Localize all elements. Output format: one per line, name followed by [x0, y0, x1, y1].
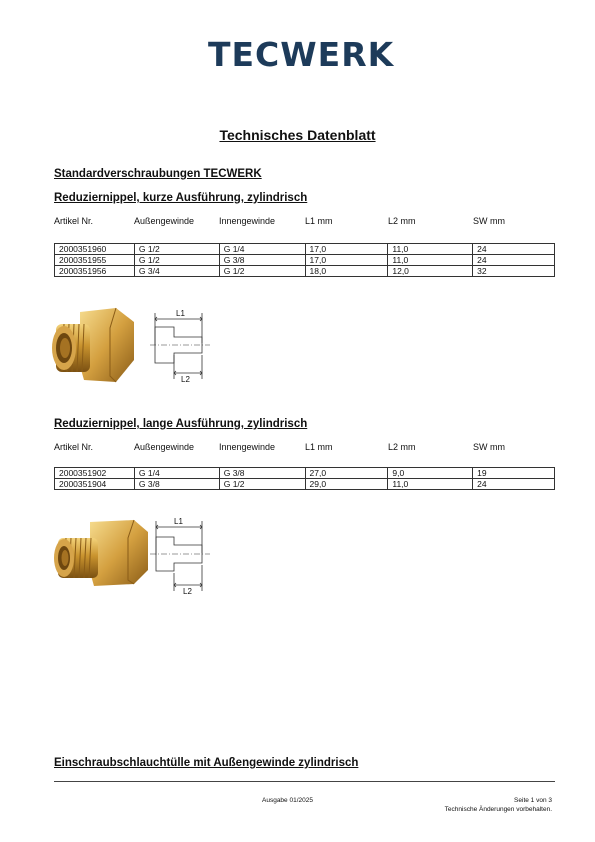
- cell-aussengewinde: G 3/4: [134, 266, 219, 277]
- cell-l2: 12,0: [388, 266, 473, 277]
- section-2-heading: Reduziernippel, lange Ausführung, zylindrisch: [54, 418, 308, 430]
- cell-innengewinde: G 1/2: [219, 479, 305, 490]
- cell-innengewinde: G 3/8: [219, 468, 305, 479]
- label-l2: L2: [183, 587, 192, 595]
- footer-divider: [54, 781, 555, 782]
- col-aussengewinde: Außengewinde: [134, 216, 195, 226]
- section-2-table: [54, 467, 555, 490]
- product-photo-long-nipple: [50, 518, 150, 590]
- cell-l2: 11,0: [388, 244, 473, 255]
- product-photo-short-nipple: [50, 306, 136, 386]
- col-innengewinde: Innengewinde: [219, 442, 276, 452]
- table-row: [55, 468, 555, 479]
- cell-l1: 27,0: [305, 468, 388, 479]
- cell-sw: 32: [473, 266, 555, 277]
- section-1-heading: Reduziernippel, kurze Ausführung, zylindrisch: [54, 192, 308, 204]
- footer-note: Technische Änderungen vorbehalten.: [444, 806, 552, 813]
- section-3-heading: Einschraubschlauchtülle mit Außengewinde zylindrisch: [54, 757, 359, 769]
- col-l2: L2 mm: [388, 216, 416, 226]
- cell-aussengewinde: G 1/4: [134, 468, 219, 479]
- cell-sw: 24: [473, 255, 555, 266]
- col-sw: SW mm: [473, 442, 505, 452]
- cell-aussengewinde: G 1/2: [134, 255, 219, 266]
- label-l1: L1: [174, 517, 183, 526]
- col-artikel: Artikel Nr.: [54, 216, 94, 226]
- technical-drawing-short: [150, 305, 210, 383]
- cell-artikel: 2000351955: [55, 255, 135, 266]
- cell-l1: 29,0: [305, 479, 388, 490]
- cell-artikel: 2000351956: [55, 266, 135, 277]
- tecwerk-logo: TECWERK: [208, 35, 395, 74]
- footer-edition: Ausgabe 01/2025: [262, 797, 313, 804]
- footer-page-number: Seite 1 von 3: [514, 797, 552, 804]
- cell-sw: 24: [473, 244, 555, 255]
- cell-artikel: 2000351960: [55, 244, 135, 255]
- table-row: [55, 244, 555, 255]
- cell-innengewinde: G 3/8: [219, 255, 305, 266]
- col-l1: L1 mm: [305, 442, 333, 452]
- cell-l2: 11,0: [388, 255, 473, 266]
- document-title: Technisches Datenblatt: [219, 127, 376, 143]
- col-artikel: Artikel Nr.: [54, 442, 94, 452]
- cell-artikel: 2000351904: [55, 479, 135, 490]
- technical-drawing-long: [150, 515, 210, 595]
- cell-l1: 17,0: [305, 244, 388, 255]
- col-l1: L1 mm: [305, 216, 333, 226]
- cell-l2: 11,0: [388, 479, 473, 490]
- cell-sw: 24: [473, 479, 555, 490]
- label-l2: L2: [181, 375, 190, 383]
- label-l1: L1: [176, 309, 185, 318]
- col-innengewinde: Innengewinde: [219, 216, 276, 226]
- section-1-table: [54, 243, 555, 277]
- col-sw: SW mm: [473, 216, 505, 226]
- cell-aussengewinde: G 1/2: [134, 244, 219, 255]
- table-row: [55, 479, 555, 490]
- col-l2: L2 mm: [388, 442, 416, 452]
- cell-sw: 19: [473, 468, 555, 479]
- cell-innengewinde: G 1/4: [219, 244, 305, 255]
- cell-artikel: 2000351902: [55, 468, 135, 479]
- category-heading: Standardverschraubungen TECWERK: [54, 168, 262, 180]
- cell-l1: 17,0: [305, 255, 388, 266]
- cell-innengewinde: G 1/2: [219, 266, 305, 277]
- table-row: [55, 266, 555, 277]
- cell-l1: 18,0: [305, 266, 388, 277]
- table-row: [55, 255, 555, 266]
- cell-l2: 9,0: [388, 468, 473, 479]
- cell-aussengewinde: G 3/8: [134, 479, 219, 490]
- col-aussengewinde: Außengewinde: [134, 442, 195, 452]
